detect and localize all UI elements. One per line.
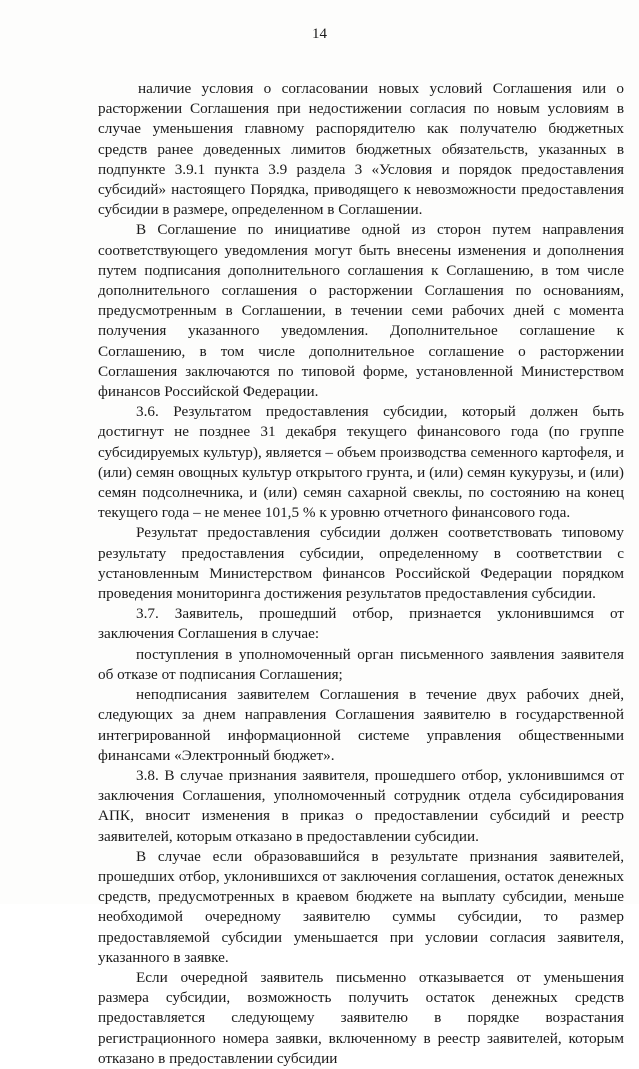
page-number: 14 [312,26,327,42]
paragraph-written-refusal: поступления в уполномоченный орган письменного заявления заявителя об отказе от подписания Соглашения; [98,645,624,683]
paragraph-condition-agreement: наличие условия о согласовании новых условий Соглашения или о расторжении Соглашения при недостижении согласия по новым условиям в случае уменьшения главному распорядителю как получателю бюджетных средств ранее доведенных лимитов бюджетных обязательств, указанных в подпункте 3.9.1 пункта 3.9 раздела 3 «Условия и порядок предоставления субсидий» настоящего Порядка, приводящего к невозможности предоставления субсидии в размере, определенном в Соглашении. [98,80,624,219]
paragraph-3-8-changes: 3.8. В случае признания заявителя, прошедшего отбор, уклонившимся от заключения Соглашения, уполномоченный сотрудник отдела субсидирования АПК, вносит изменения в приказ о предоставлении субсидий и реестр заявителей, которым отказано в предоставлении субсидии. [98,766,624,845]
paragraph-next-applicant: Если очередной заявитель письменно отказывается от уменьшения размера субсидии, возможность получить остаток денежных средств предоставляется следующему заявителю в порядке возрастания регистрационного номера заявки, включенному в реестр заявителей, которым отказано в предоставлении субсидии [98,968,624,1067]
document-body [98,79,624,1069]
paragraph-amendments: В Соглашение по инициативе одной из сторон путем направления соответствующего уведомления могут быть внесены изменения и дополнения путем подписания дополнительного соглашения к Соглашению, в том числе дополнительного соглашения о расторжении Соглашения по основаниям, предусмотренным в Соглашении, в течении семи рабочих дней с момента получения указанного уведомления. Дополнительное соглашение к Соглашению, в том числе дополнительное соглашение о расторжении Соглашения заключаются по типовой форме, установленной Министерством финансов Российской Федерации. [98,221,624,401]
paragraph-result-typical: Результат предоставления субсидии должен соответствовать типовому результату предоставления субсидии, определенному в соответствии с установленным Министерством финансов Российской Федерации порядком проведения мониторинга достижения результатов предоставления субсидии. [98,524,624,603]
paragraph-3-7-evasion: 3.7. Заявитель, прошедший отбор, признается уклонившимся от заключения Соглашения в случае: [98,605,624,643]
paragraph-remaining-funds: В случае если образовавшийся в результате признания заявителей, прошедших отбор, уклонившихся от заключения соглашения, остаток денежных средств, предусмотренных в краевом бюджете на выплату субсидии, меньше необходимой очередному заявителю суммы субсидии, то размер предоставляемой субсидии уменьшается при условии согласия заявителя, указанного в заявке. [98,847,624,966]
paragraph-3-6-result: 3.6. Результатом предоставления субсидии, который должен быть достигнут не позднее 31 декабря текущего финансового года (по группе субсидируемых культур), является – объем производства семенного картофеля, и (или) семян овощных культур открытого грунта, и (или) семян кукурузы, и (или) семян подсолнечника, и (или) семян сахарной свеклы, по состоянию на конец текущего года – не менее 101,5 % к уровню отчетного финансового года. [98,403,624,522]
paragraph-non-signing: неподписания заявителем Соглашения в течение двух рабочих дней, следующих за днем направления Соглашения заявителю в государственной интегрированной информационной системе управления общественными финансами «Электронный бюджет». [98,686,624,764]
